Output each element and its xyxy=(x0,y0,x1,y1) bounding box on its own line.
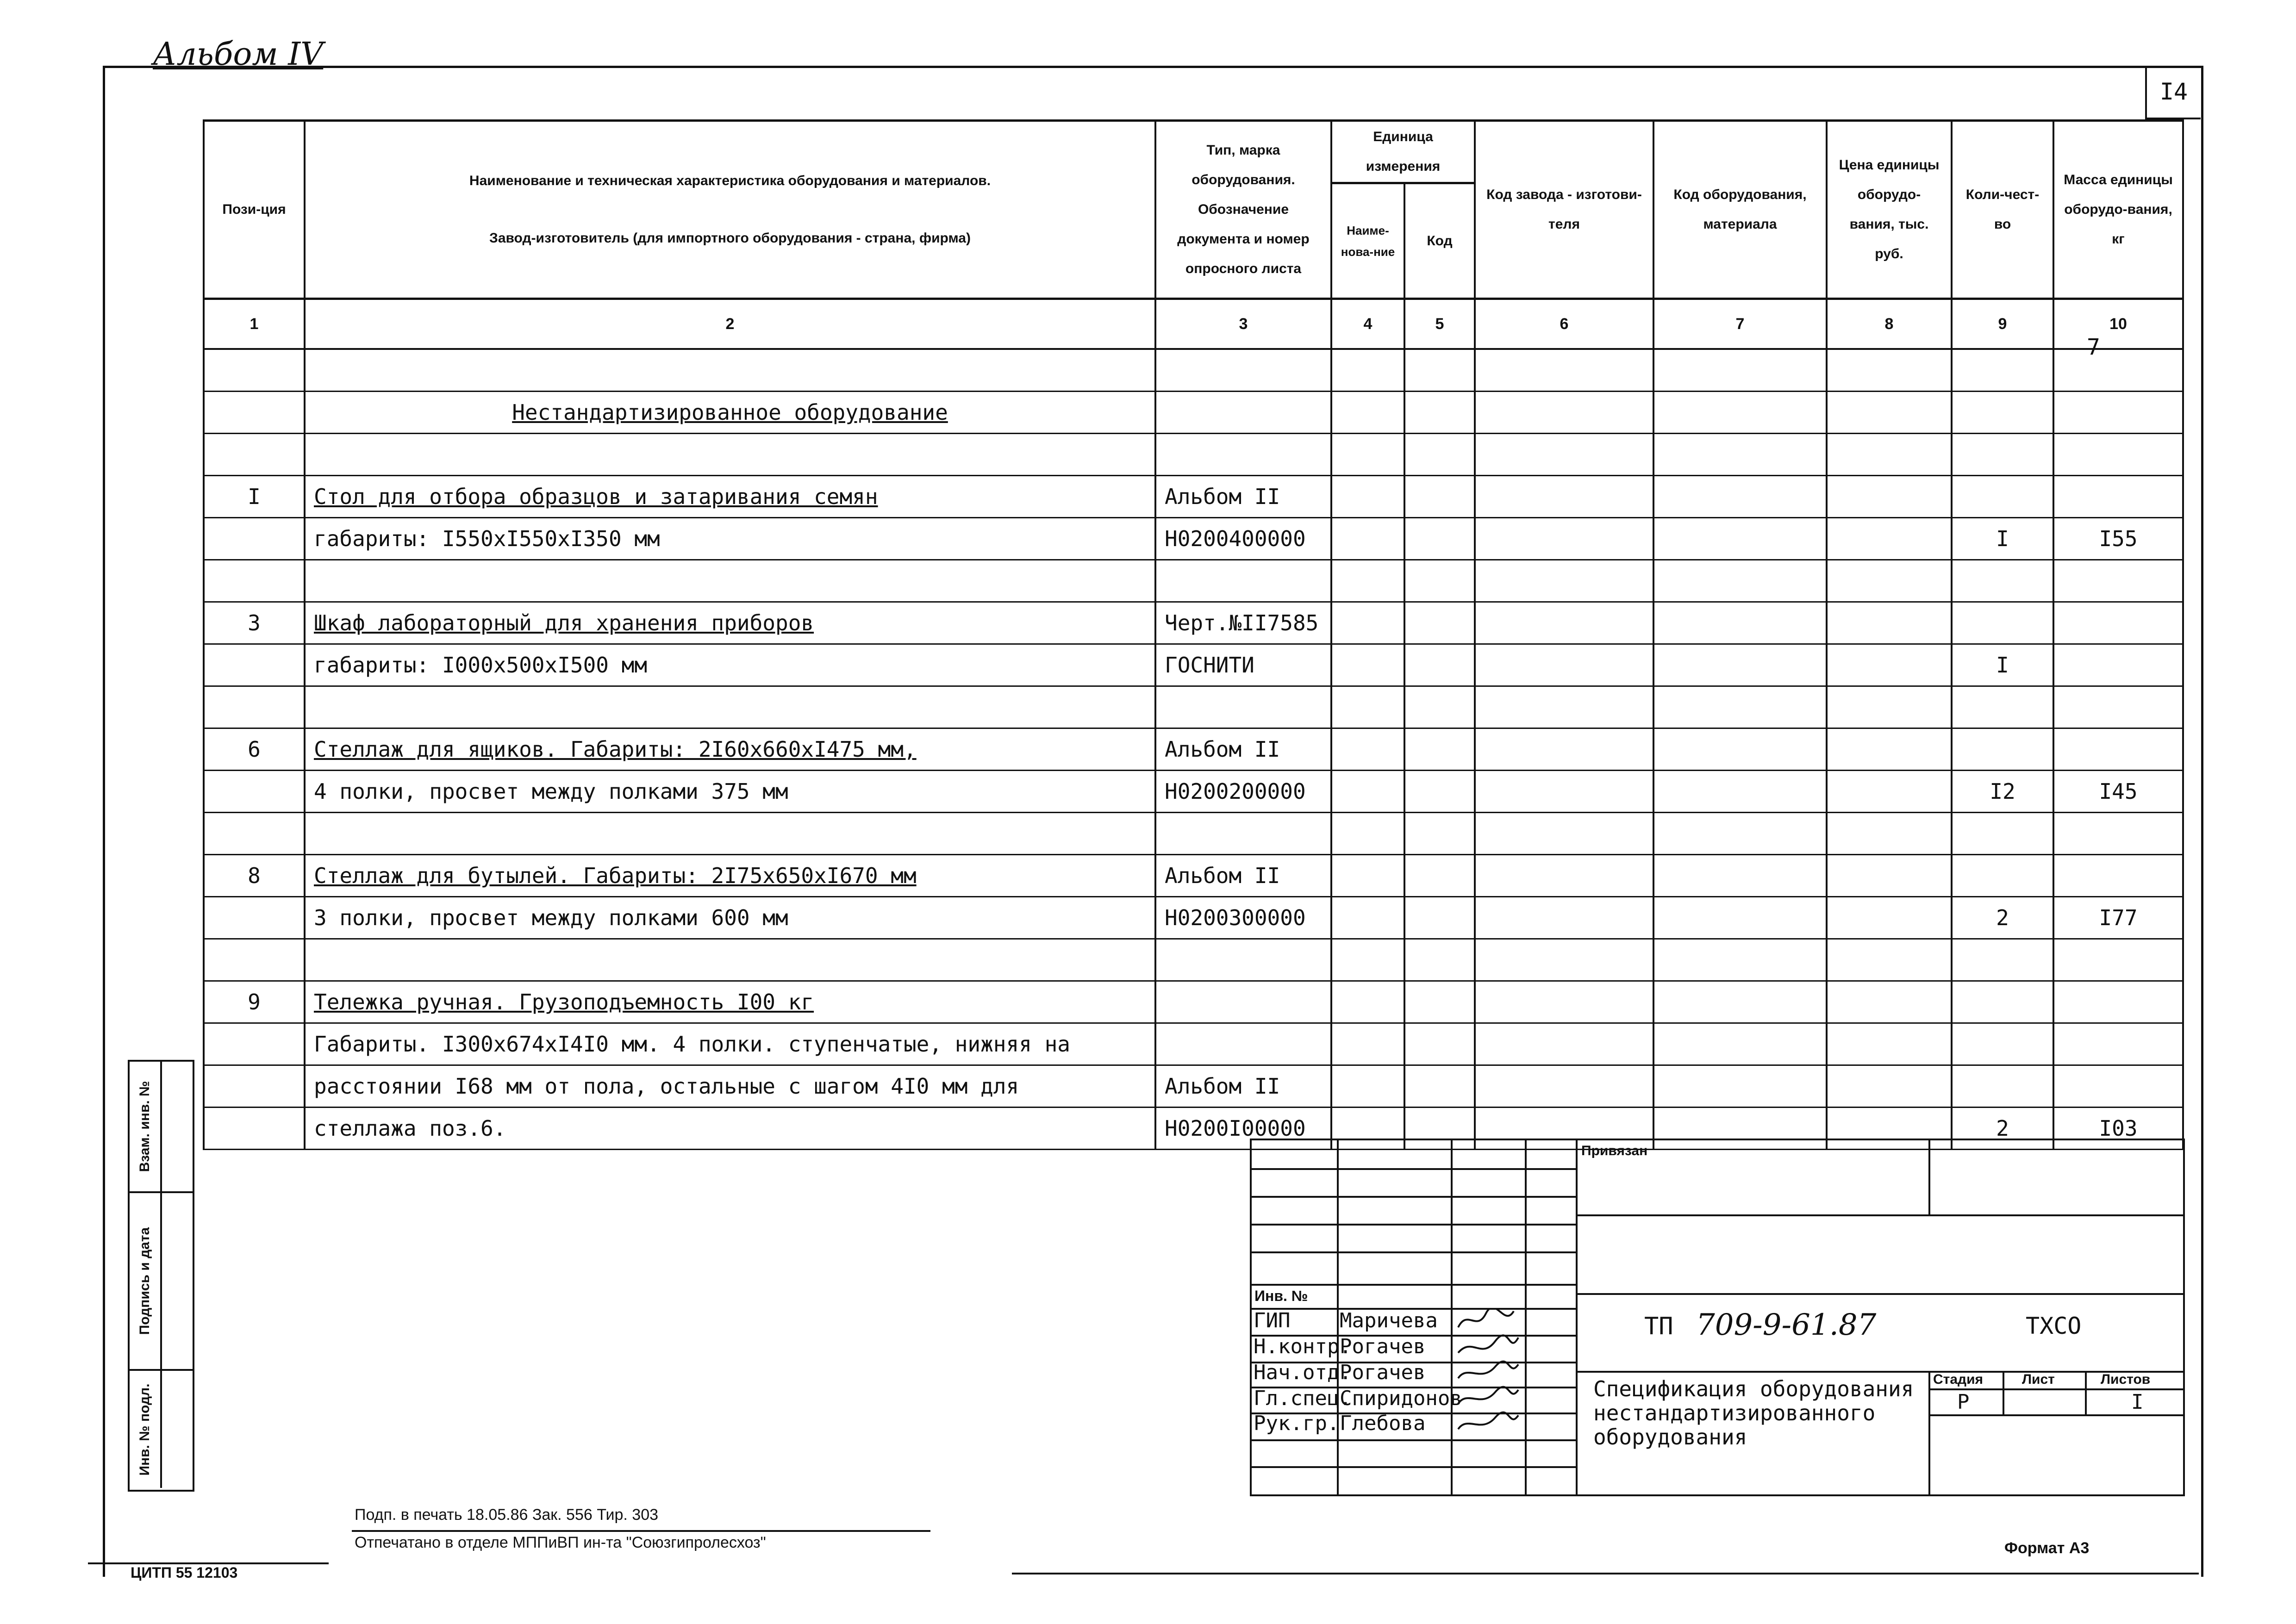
quantity-cell xyxy=(1952,1023,2053,1065)
unit-code-cell xyxy=(1404,1023,1475,1065)
type-cell: Н0200300000 xyxy=(1155,897,1331,939)
position-cell xyxy=(204,1065,305,1108)
type-cell xyxy=(1155,434,1331,476)
equipment-code-cell xyxy=(1653,855,1827,897)
type-cell xyxy=(1155,392,1331,434)
quantity-cell: 2 xyxy=(1952,1108,2053,1150)
quantity-cell: 2 xyxy=(1952,897,2053,939)
doc-title-line3: оборудования xyxy=(1593,1425,1747,1450)
stamp-replace-label: Взам. инв. № xyxy=(137,1081,152,1172)
header-name-line1: Наименование и техническая характеристика оборудования и материалов. xyxy=(469,173,991,188)
table-row xyxy=(204,602,2183,644)
maker-code-cell xyxy=(1475,434,1653,476)
unit-code-cell xyxy=(1404,981,1475,1023)
mass-cell xyxy=(2053,728,2183,771)
maker-code-cell xyxy=(1475,813,1653,855)
doc-code: 709-9-61.87 xyxy=(1696,1308,1877,1342)
stamp-cell-replace xyxy=(130,1062,193,1193)
quantity-cell xyxy=(1952,392,2053,434)
table-row xyxy=(204,644,2183,686)
maker-code-cell xyxy=(1475,518,1653,560)
maker-code-cell xyxy=(1475,560,1653,602)
table-row xyxy=(204,476,2183,518)
doc-title-line1: Спецификация оборудования xyxy=(1593,1376,1914,1401)
quantity-cell xyxy=(1952,728,2053,771)
colnum-5: 5 xyxy=(1404,299,1475,349)
unit-name-cell xyxy=(1331,813,1404,855)
type-cell: Н0200200000 xyxy=(1155,771,1331,813)
equipment-code-cell xyxy=(1653,1065,1827,1108)
equipment-code-cell xyxy=(1653,349,1827,392)
role-glspec: Гл.спец. xyxy=(1254,1387,1352,1410)
maker-code-cell xyxy=(1475,981,1653,1023)
colnum-7: 7 xyxy=(1653,299,1827,349)
name-cell xyxy=(305,813,1155,855)
position-cell xyxy=(204,392,305,434)
mass-cell xyxy=(2053,349,2183,392)
unit-name-cell xyxy=(1331,434,1404,476)
header-row xyxy=(204,121,2183,183)
sheets-value: I xyxy=(2131,1390,2144,1414)
quantity-cell xyxy=(1952,686,2053,728)
colnum-1: 1 xyxy=(204,299,305,349)
header-equipment-code: Код оборудования, материала xyxy=(1653,121,1827,299)
stage-label: Стадия xyxy=(1933,1372,1984,1387)
inv-no-label: Инв. № xyxy=(1254,1288,1308,1304)
unit-name-cell xyxy=(1331,939,1404,981)
unit-code-cell xyxy=(1404,476,1475,518)
unit-code-cell xyxy=(1404,686,1475,728)
quantity-cell xyxy=(1952,349,2053,392)
unit-name-cell xyxy=(1331,560,1404,602)
sheet-number-box xyxy=(2145,66,2201,119)
mass-cell: I77 xyxy=(2053,897,2183,939)
type-cell xyxy=(1155,686,1331,728)
footer-cipher: ЦИТП 55 12103 xyxy=(131,1564,238,1581)
unit-code-cell xyxy=(1404,518,1475,560)
maker-code-cell xyxy=(1475,1023,1653,1065)
side-stamp xyxy=(128,1060,194,1492)
name-cell xyxy=(305,939,1155,981)
format-label: Формат А3 xyxy=(2004,1539,2090,1557)
table-row xyxy=(204,1023,2183,1065)
type-cell xyxy=(1155,349,1331,392)
column-numbers-row xyxy=(204,299,2183,349)
stamp-signature-label: Подпись и дата xyxy=(137,1227,152,1335)
stamp-cell-inventory xyxy=(130,1371,193,1488)
stage-value: Р xyxy=(1957,1390,1970,1414)
maker-code-cell xyxy=(1475,644,1653,686)
price-cell xyxy=(1827,1065,1952,1108)
equipment-code-cell xyxy=(1653,939,1827,981)
price-cell xyxy=(1827,392,1952,434)
type-cell: Н0200400000 xyxy=(1155,518,1331,560)
signatures-graphic xyxy=(1454,1309,1523,1438)
maker-code-cell xyxy=(1475,1065,1653,1108)
header-mass: Масса единицы оборудо-вания, кг xyxy=(2053,121,2183,299)
unit-code-cell xyxy=(1404,434,1475,476)
mass-cell xyxy=(2053,981,2183,1023)
section-row xyxy=(204,392,2183,434)
unit-code-cell xyxy=(1404,855,1475,897)
position-cell: 3 xyxy=(204,602,305,644)
price-cell xyxy=(1827,644,1952,686)
name-cell: 3 полки, просвет между полками 600 мм xyxy=(305,897,1155,939)
equipment-code-cell xyxy=(1653,981,1827,1023)
name-cell: Стеллаж для ящиков. Габариты: 2I60x660xI475 мм, xyxy=(305,728,1155,771)
mass-cell: I45 xyxy=(2053,771,2183,813)
price-cell xyxy=(1827,771,1952,813)
position-cell xyxy=(204,813,305,855)
maker-code-cell xyxy=(1475,939,1653,981)
name-nachotd: Рогачев xyxy=(1340,1361,1426,1384)
price-cell xyxy=(1827,939,1952,981)
mass-cell xyxy=(2053,1023,2183,1065)
unit-code-cell xyxy=(1404,771,1475,813)
name-cell: Стеллаж для бутылей. Габариты: 2I75x650xI670 мм xyxy=(305,855,1155,897)
name-cell: 4 полки, просвет между полками 375 мм xyxy=(305,771,1155,813)
quantity-cell xyxy=(1952,855,2053,897)
role-nachotd: Нач.отд. xyxy=(1254,1361,1352,1384)
table-row xyxy=(204,855,2183,897)
header-maker-code: Код завода - изготови-теля xyxy=(1475,121,1653,299)
doc-prefix: ТП xyxy=(1644,1313,1673,1340)
price-cell xyxy=(1827,560,1952,602)
unit-code-cell xyxy=(1404,602,1475,644)
colnum-8: 8 xyxy=(1827,299,1952,349)
maker-code-cell xyxy=(1475,728,1653,771)
unit-name-cell xyxy=(1331,1065,1404,1108)
type-cell: Альбом II xyxy=(1155,476,1331,518)
table-row xyxy=(204,981,2183,1023)
privyazan-label: Привязан xyxy=(1581,1143,1648,1158)
name-gip: Маричева xyxy=(1340,1309,1438,1332)
album-label: Альбом IV xyxy=(153,36,324,73)
name-cell: габариты: I550xI550xI350 мм xyxy=(305,518,1155,560)
position-cell xyxy=(204,771,305,813)
price-cell xyxy=(1827,813,1952,855)
equipment-code-cell xyxy=(1653,392,1827,434)
unit-name-cell xyxy=(1331,602,1404,644)
quantity-cell xyxy=(1952,813,2053,855)
equipment-code-cell xyxy=(1653,897,1827,939)
equipment-code-cell xyxy=(1653,602,1827,644)
stamp-cell-signature xyxy=(130,1193,193,1371)
name-cell xyxy=(305,434,1155,476)
header-unit: Единица измерения xyxy=(1331,121,1475,183)
stamp-inventory-label: Инв. № подл. xyxy=(137,1383,152,1476)
mass-cell xyxy=(2053,939,2183,981)
type-cell: Альбом II xyxy=(1155,855,1331,897)
price-cell xyxy=(1827,981,1952,1023)
header-name xyxy=(305,121,1155,299)
position-cell: 9 xyxy=(204,981,305,1023)
colnum-10: 10 xyxy=(2053,299,2183,349)
mass-cell xyxy=(2053,855,2183,897)
quantity-cell xyxy=(1952,560,2053,602)
unit-name-cell xyxy=(1331,518,1404,560)
type-cell: Черт.№II7585 xyxy=(1155,602,1331,644)
colnum-6: 6 xyxy=(1475,299,1653,349)
equipment-code-cell xyxy=(1653,434,1827,476)
header-quantity: Коли-чест-во xyxy=(1952,121,2053,299)
position-cell: I xyxy=(204,476,305,518)
maker-code-cell xyxy=(1475,897,1653,939)
mass-cell: I55 xyxy=(2053,518,2183,560)
header-unit-code: Код xyxy=(1404,183,1475,299)
unit-code-cell xyxy=(1404,1065,1475,1108)
equipment-code-cell xyxy=(1653,644,1827,686)
equipment-code-cell xyxy=(1653,728,1827,771)
position-cell xyxy=(204,1108,305,1150)
equipment-code-cell xyxy=(1653,560,1827,602)
price-cell xyxy=(1827,897,1952,939)
unit-code-cell xyxy=(1404,728,1475,771)
doc-title-line2: нестандартизированного xyxy=(1593,1400,1876,1425)
unit-name-cell xyxy=(1331,1023,1404,1065)
price-cell xyxy=(1827,476,1952,518)
position-cell xyxy=(204,434,305,476)
name-cell xyxy=(305,686,1155,728)
maker-code-cell xyxy=(1475,349,1653,392)
mass-cell xyxy=(2053,434,2183,476)
position-cell xyxy=(204,939,305,981)
mass-cell xyxy=(2053,476,2183,518)
unit-name-cell xyxy=(1331,476,1404,518)
type-cell xyxy=(1155,981,1331,1023)
maker-code-cell xyxy=(1475,476,1653,518)
unit-name-cell xyxy=(1331,349,1404,392)
unit-name-cell xyxy=(1331,644,1404,686)
quantity-cell: I xyxy=(1952,518,2053,560)
name-cell: расстоянии I68 мм от пола, остальные с шагом 4I0 мм для xyxy=(305,1065,1155,1108)
unit-name-cell xyxy=(1331,897,1404,939)
table-row xyxy=(204,1065,2183,1108)
name-cell: Нестандартизированное оборудование xyxy=(305,392,1155,434)
mass-cell xyxy=(2053,644,2183,686)
position-cell xyxy=(204,897,305,939)
table-row xyxy=(204,686,2183,728)
unit-code-cell xyxy=(1404,939,1475,981)
name-cell: стеллажа поз.6. xyxy=(305,1108,1155,1150)
table-row xyxy=(204,939,2183,981)
mass-cell: I03 xyxy=(2053,1108,2183,1150)
equipment-code-cell xyxy=(1653,476,1827,518)
unit-code-cell xyxy=(1404,560,1475,602)
name-nkontr: Рогачев xyxy=(1340,1335,1426,1358)
position-cell: 6 xyxy=(204,728,305,771)
maker-code-cell xyxy=(1475,392,1653,434)
type-cell: ГОСНИТИ xyxy=(1155,644,1331,686)
type-cell: Альбом II xyxy=(1155,1065,1331,1108)
colnum-2: 2 xyxy=(305,299,1155,349)
sheets-label: Листов xyxy=(2101,1372,2151,1387)
name-glspec: Спиридонов xyxy=(1340,1387,1462,1410)
quantity-cell xyxy=(1952,434,2053,476)
quantity-cell xyxy=(1952,602,2053,644)
equipment-code-cell xyxy=(1653,518,1827,560)
mass-cell xyxy=(2053,602,2183,644)
unit-name-cell xyxy=(1331,686,1404,728)
position-cell xyxy=(204,518,305,560)
unit-code-cell xyxy=(1404,392,1475,434)
price-cell xyxy=(1827,434,1952,476)
sheet-number: I4 xyxy=(2159,78,2188,105)
table-row xyxy=(204,518,2183,560)
type-cell xyxy=(1155,560,1331,602)
quantity-cell xyxy=(1952,476,2053,518)
position-cell xyxy=(204,1023,305,1065)
name-cell xyxy=(305,560,1155,602)
table-row xyxy=(204,349,2183,392)
price-cell xyxy=(1827,518,1952,560)
table-row xyxy=(204,728,2183,771)
price-cell xyxy=(1827,686,1952,728)
position-cell xyxy=(204,560,305,602)
unit-code-cell xyxy=(1404,349,1475,392)
title-block xyxy=(1250,1139,2185,1496)
header-position: Пози-ция xyxy=(204,121,305,299)
header-name-line2: Завод-изготовитель (для импортного оборудования - страна, фирма) xyxy=(489,230,971,246)
position-cell: 8 xyxy=(204,855,305,897)
role-rukgr: Рук.гр. xyxy=(1254,1412,1340,1435)
unit-name-cell xyxy=(1331,771,1404,813)
type-cell xyxy=(1155,813,1331,855)
quantity-cell xyxy=(1952,981,2053,1023)
footer-rule-3 xyxy=(1012,1573,2199,1574)
price-cell xyxy=(1827,728,1952,771)
table-row xyxy=(204,897,2183,939)
role-gip: ГИП xyxy=(1254,1309,1291,1332)
mass-cell xyxy=(2053,392,2183,434)
doc-suffix: ТХСО xyxy=(2026,1313,2082,1339)
quantity-cell: I2 xyxy=(1952,771,2053,813)
unit-name-cell xyxy=(1331,392,1404,434)
header-type: Тип, марка оборудования. Обозначение документа и номер опросного листа xyxy=(1155,121,1331,299)
mass-cell xyxy=(2053,1065,2183,1108)
table-row xyxy=(204,560,2183,602)
table-row xyxy=(204,434,2183,476)
colnum-4: 4 xyxy=(1331,299,1404,349)
role-nkontr: Н.контр. xyxy=(1254,1335,1352,1358)
colnum-9: 9 xyxy=(1952,299,2053,349)
mass-cell xyxy=(2053,686,2183,728)
maker-code-cell xyxy=(1475,771,1653,813)
type-cell xyxy=(1155,1023,1331,1065)
corner-mark: 7 xyxy=(2087,334,2100,360)
name-cell: Шкаф лабораторный для хранения приборов xyxy=(305,602,1155,644)
quantity-cell: I xyxy=(1952,644,2053,686)
mass-cell xyxy=(2053,813,2183,855)
sheet-label: Лист xyxy=(2022,1372,2055,1387)
quantity-cell xyxy=(1952,939,2053,981)
header-unit-name: Наиме-нова-ние xyxy=(1331,183,1404,299)
name-cell: Габариты. I300x674xI4I0 мм. 4 полки. ступенчатые, нижняя на xyxy=(305,1023,1155,1065)
equipment-code-cell xyxy=(1653,1023,1827,1065)
name-cell xyxy=(305,349,1155,392)
equipment-code-cell xyxy=(1653,771,1827,813)
maker-code-cell xyxy=(1475,602,1653,644)
price-cell xyxy=(1827,855,1952,897)
unit-name-cell xyxy=(1331,855,1404,897)
equipment-code-cell xyxy=(1653,813,1827,855)
position-cell xyxy=(204,686,305,728)
quantity-cell xyxy=(1952,1065,2053,1108)
table-row xyxy=(204,813,2183,855)
mass-cell xyxy=(2053,560,2183,602)
table-row xyxy=(204,771,2183,813)
unit-code-cell xyxy=(1404,644,1475,686)
type-cell: Н0200I00000 xyxy=(1155,1108,1331,1150)
maker-code-cell xyxy=(1475,686,1653,728)
name-cell: габариты: I000x500xI500 мм xyxy=(305,644,1155,686)
price-cell xyxy=(1827,1023,1952,1065)
colnum-3: 3 xyxy=(1155,299,1331,349)
unit-code-cell xyxy=(1404,897,1475,939)
footer-printed-line: Отпечатано в отделе МППиВП ин-та "Союзгипролесхоз" xyxy=(355,1534,766,1551)
position-cell xyxy=(204,644,305,686)
unit-name-cell xyxy=(1331,981,1404,1023)
specification-table xyxy=(203,119,2184,1150)
footer-rule-1 xyxy=(352,1530,930,1532)
name-cell: Стол для отбора образцов и затаривания семян xyxy=(305,476,1155,518)
footer-print-line: Подп. в печать 18.05.86 Зак. 556 Тир. 303 xyxy=(355,1506,659,1524)
position-cell xyxy=(204,349,305,392)
type-cell xyxy=(1155,939,1331,981)
equipment-code-cell xyxy=(1653,686,1827,728)
header-price: Цена единицы оборудо-вания, тыс. руб. xyxy=(1827,121,1952,299)
name-rukgr: Глебова xyxy=(1340,1412,1426,1435)
name-cell: Тележка ручная. Грузоподъемность I00 кг xyxy=(305,981,1155,1023)
price-cell xyxy=(1827,602,1952,644)
maker-code-cell xyxy=(1475,855,1653,897)
price-cell xyxy=(1827,349,1952,392)
type-cell: Альбом II xyxy=(1155,728,1331,771)
unit-code-cell xyxy=(1404,813,1475,855)
unit-name-cell xyxy=(1331,728,1404,771)
